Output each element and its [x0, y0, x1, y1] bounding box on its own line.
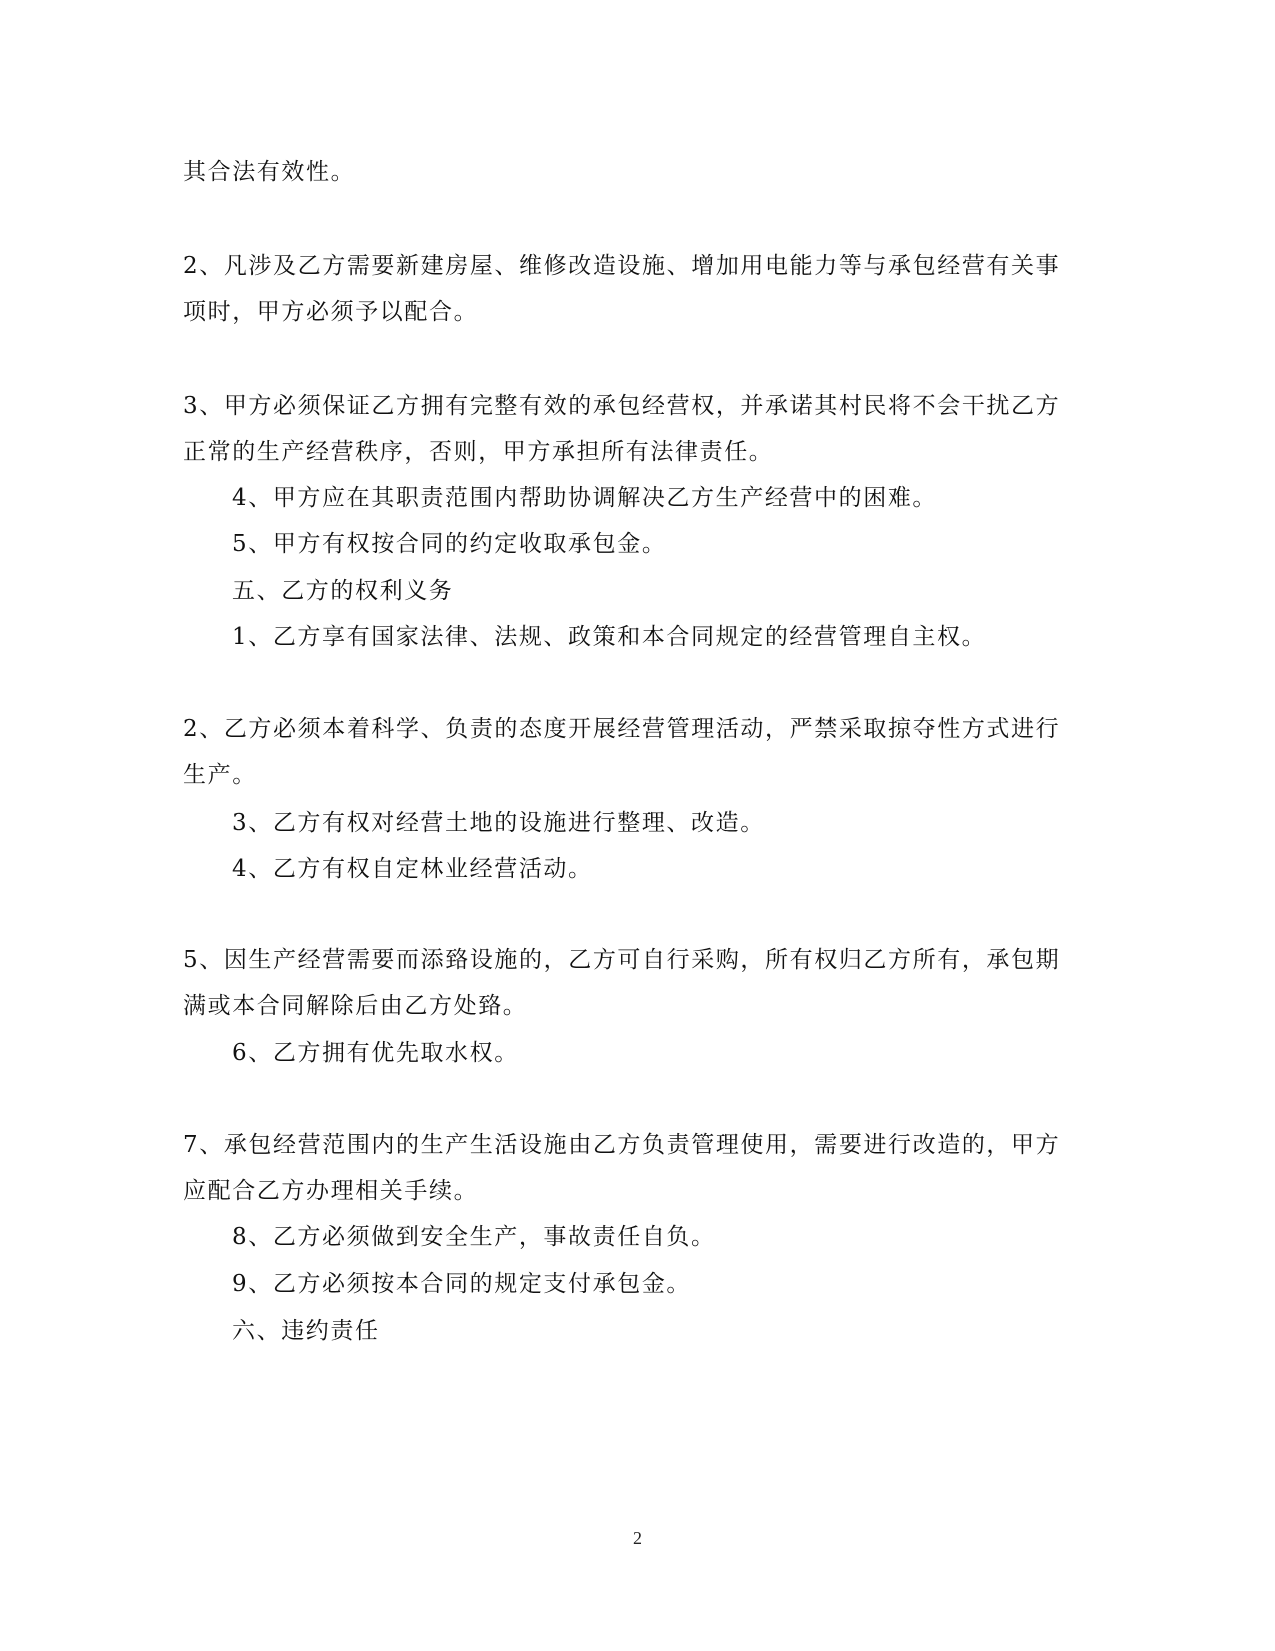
- paragraph-line: 5、甲方有权按合同的约定收取承包金。: [232, 531, 667, 557]
- paragraph-line: 7、承包经营范围内的生产生活设施由乙方负责管理使用，需要进行改造的，甲方: [183, 1132, 1061, 1158]
- paragraph-line: 9、乙方必须按本合同的规定支付承包金。: [232, 1271, 692, 1297]
- paragraph-line: 生产。: [183, 762, 257, 788]
- paragraph-line: 项时，甲方必须予以配合。: [183, 299, 479, 325]
- paragraph-line: 6、乙方拥有优先取水权。: [232, 1040, 519, 1066]
- paragraph-line: 其合法有效性。: [183, 159, 356, 185]
- paragraph-line: 4、乙方有权自定林业经营活动。: [232, 856, 593, 882]
- paragraph-line: 2、乙方必须本着科学、负责的态度开展经营管理活动，严禁采取掠夺性方式进行: [183, 716, 1061, 742]
- paragraph-line: 3、甲方必须保证乙方拥有完整有效的承包经营权，并承诺其村民将不会干扰乙方: [183, 393, 1061, 419]
- paragraph-line: 正常的生产经营秩序，否则，甲方承担所有法律责任。: [183, 439, 774, 465]
- paragraph-line: 1、乙方享有国家法律、法规、政策和本合同规定的经营管理自主权。: [232, 624, 987, 650]
- paragraph-line: 应配合乙方办理相关手续。: [183, 1178, 479, 1204]
- paragraph-line: 4、甲方应在其职责范围内帮助协调解决乙方生产经营中的困难。: [232, 485, 938, 511]
- page-number: 2: [633, 1528, 642, 1548]
- section-heading: 五、乙方的权利义务: [232, 578, 454, 604]
- paragraph-line: 满或本合同解除后由乙方处臵。: [183, 993, 528, 1019]
- section-heading: 六、违约责任: [232, 1318, 380, 1344]
- paragraph-line: 2、凡涉及乙方需要新建房屋、维修改造设施、增加用电能力等与承包经营有关事: [183, 253, 1061, 279]
- paragraph-line: 8、乙方必须做到安全生产，事故责任自负。: [232, 1224, 716, 1250]
- paragraph-line: 5、因生产经营需要而添臵设施的，乙方可自行采购，所有权归乙方所有，承包期: [183, 947, 1061, 973]
- paragraph-line: 3、乙方有权对经营土地的设施进行整理、改造。: [232, 810, 765, 836]
